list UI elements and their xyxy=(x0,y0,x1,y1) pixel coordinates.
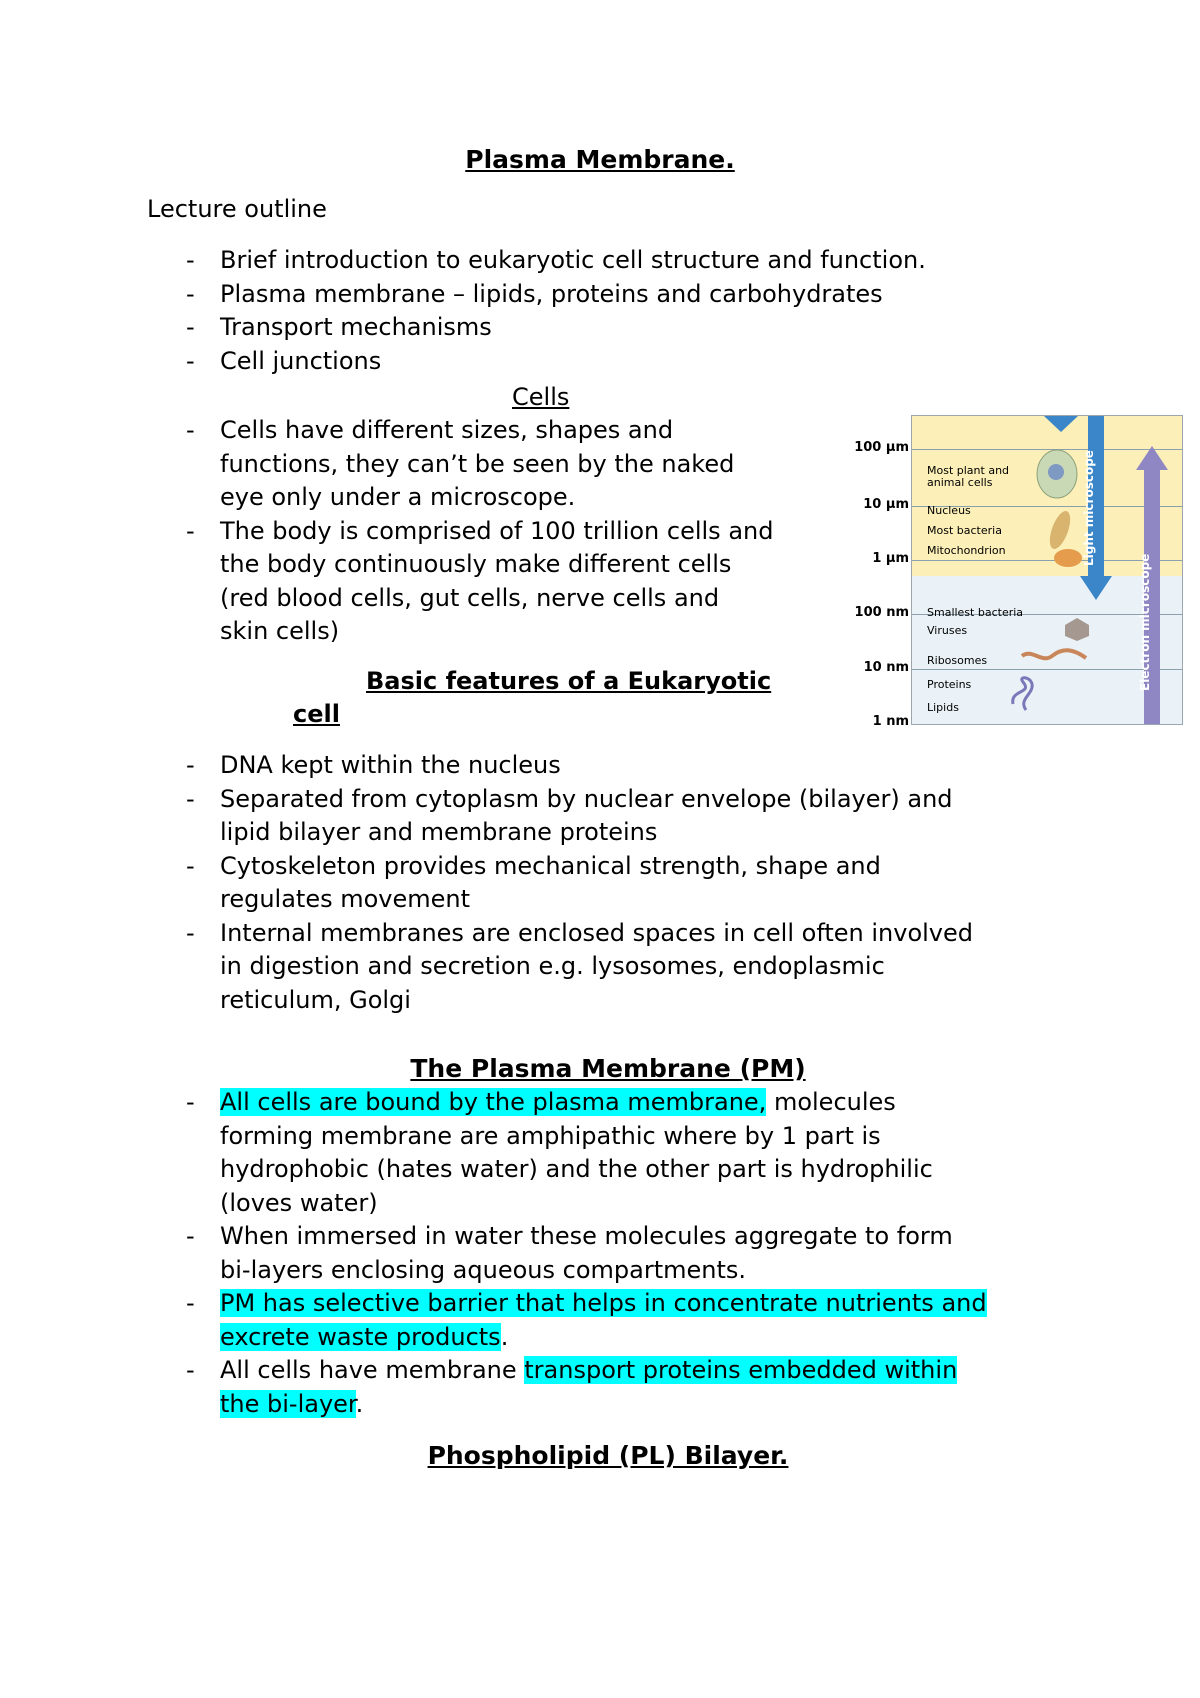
size-scale-figure xyxy=(843,412,1183,727)
figure-item: Lipids xyxy=(927,701,959,714)
ribosomes-icon xyxy=(1020,646,1090,666)
pm-heading: The Plasma Membrane (PM) xyxy=(410,1054,806,1083)
scale-label: 1 µm xyxy=(872,551,909,566)
list-item: - All cells are bound by the plasma membrane, molecules forming membrane are amphipathic where by 1 part is hydrophobic (hates water) and the other part is hydrophilic (loves water) xyxy=(186,1088,933,1217)
bullet-dash: - xyxy=(186,851,195,880)
protein-icon xyxy=(1008,674,1038,714)
highlighted-text: All cells are bound by the plasma membrane, xyxy=(220,1088,767,1116)
cells-list xyxy=(0,414,773,649)
figure-item: Mitochondrion xyxy=(927,544,1006,557)
figure-item: Most bacteria xyxy=(927,524,1002,537)
bullet-dash: - xyxy=(186,246,195,274)
scale-label: 10 nm xyxy=(863,660,909,675)
bullet-dash: - xyxy=(186,279,195,308)
scale-label: 100 µm xyxy=(854,440,909,455)
list-item: - Cell junctions xyxy=(0,345,926,379)
bullet-dash: - xyxy=(186,313,195,341)
bullet-dash: - xyxy=(186,751,195,779)
list-item: - Cytoskeleton provides mechanical strength, shape and regulates movement xyxy=(186,851,881,913)
scale-label: 10 µm xyxy=(863,497,909,512)
figure-item: Nucleus xyxy=(927,504,971,517)
list-item: - DNA kept within the nucleus xyxy=(0,749,973,783)
bullet-dash: - xyxy=(186,516,195,545)
bullet-dash: - xyxy=(186,1222,195,1250)
figure-item: Proteins xyxy=(927,678,972,691)
list-item: - All cells have membrane transport proteins embedded within the bi-layer. xyxy=(186,1356,958,1418)
outline-label: Lecture outline xyxy=(147,195,327,223)
highlighted-text: transport proteins embedded within xyxy=(524,1356,958,1384)
list-item: - Transport mechanisms xyxy=(0,311,926,345)
bullet-dash: - xyxy=(186,416,195,444)
features-heading-line2: cell xyxy=(293,700,340,728)
highlighted-text: excrete waste products xyxy=(220,1322,501,1351)
bullet-dash: - xyxy=(186,784,195,813)
page-title: Plasma Membrane. xyxy=(465,145,735,174)
scale-label: 1 nm xyxy=(872,714,909,729)
bullet-dash: - xyxy=(186,1289,195,1317)
list-item: - The body is comprised of 100 trillion cells and the body continuously make different cells (red blood cells, gut cells, nerve cells and skin cells) xyxy=(186,516,774,645)
highlighted-text: the bi-layer xyxy=(220,1389,356,1418)
light-microscope-label: Light microscope xyxy=(1082,450,1096,566)
list-item: - Cells have different sizes, shapes and functions, they can’t be seen by the naked eye only under a microscope. xyxy=(186,416,735,511)
pl-heading: Phospholipid (PL) Bilayer. xyxy=(427,1441,789,1470)
highlighted-text: PM has selective barrier that helps in concentrate nutrients and xyxy=(220,1289,987,1317)
bacteria-icon xyxy=(1040,508,1086,572)
figure-item: Viruses xyxy=(927,624,968,637)
figure-item: Most plant and animal cells xyxy=(927,464,1010,489)
bullet-dash: - xyxy=(186,346,195,375)
pm-list xyxy=(0,1086,987,1421)
virus-icon xyxy=(1062,616,1092,642)
animal-cell-icon xyxy=(1032,446,1082,506)
bullet-dash: - xyxy=(186,1356,195,1384)
triangle-icon xyxy=(1044,416,1078,434)
cells-heading: Cells xyxy=(512,383,570,411)
features-list xyxy=(0,749,973,1017)
list-item: - When immersed in water these molecules aggregate to form bi-layers enclosing aqueous compartments. xyxy=(186,1222,953,1284)
figure-item: Ribosomes xyxy=(927,654,988,667)
list-item: - Brief introduction to eukaryotic cell structure and function. xyxy=(0,244,926,278)
bullet-dash: - xyxy=(186,918,195,947)
electron-microscope-label: Electron microscope xyxy=(1138,553,1152,691)
list-item: - Plasma membrane – lipids, proteins and carbohydrates xyxy=(0,278,926,312)
bullet-dash: - xyxy=(186,1088,195,1116)
figure-item: Smallest bacteria xyxy=(927,606,1024,619)
features-heading-line1: Basic features of a Eukaryotic xyxy=(366,667,772,695)
scale-label: 100 nm xyxy=(854,605,909,620)
outline-list xyxy=(0,244,926,378)
list-item: - Internal membranes are enclosed spaces in cell often involved in digestion and secretion e.g. lysosomes, endoplasmic reticulum, Golgi xyxy=(186,918,973,1014)
list-item: - Separated from cytoplasm by nuclear envelope (bilayer) and lipid bilayer and membrane proteins xyxy=(186,784,953,846)
list-item: - PM has selective barrier that helps in concentrate nutrients and excrete waste products. xyxy=(186,1289,987,1351)
